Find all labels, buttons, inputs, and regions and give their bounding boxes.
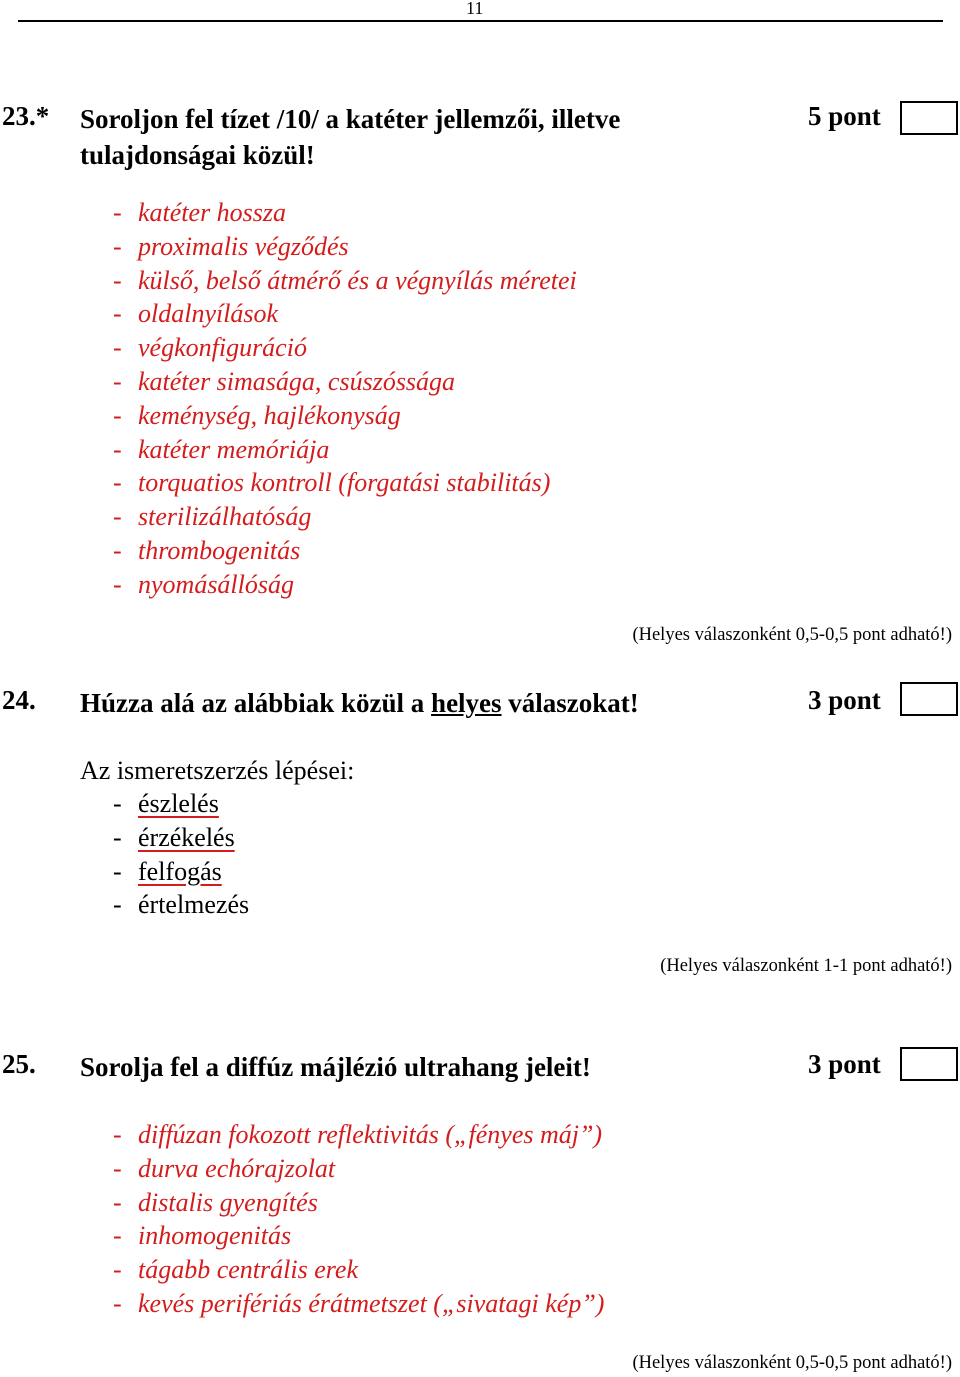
option-label[interactable]: érzékelés [138,822,235,852]
question-24-lead: Az ismeretszerzés lépései: [80,756,355,785]
list-item: - thrombogenitás [113,535,301,565]
list-item: - katéter simasága, csúszóssága [113,366,456,396]
question-24-scoring-note: (Helyes válaszonként 1-1 pont adható!) [660,956,952,976]
list-item: - torquatios kontroll (forgatási stabilitás) [113,468,551,498]
question-23-line2: tulajdonságai közül! [80,140,315,170]
list-item: - nyomásállóság [113,569,294,599]
question-24-option-list [113,787,249,922]
option-label[interactable]: felfogás [138,856,222,886]
list-item: - kevés perifériás érátmetszet („sivatagi kép”) [113,1288,605,1318]
list-item: - észlelés [113,789,219,818]
question-23-number: 23.* [2,101,50,131]
list-item: - értelmezés [113,890,250,920]
list-item: - katéter memóriája [113,434,330,464]
list-item: - katéter hossza [113,198,287,227]
question-25-score-box[interactable] [900,1047,958,1081]
question-25-points: 3 pont [808,1049,881,1079]
list-item: - külső, belső átmérő és a végnyílás méretei [113,265,577,295]
question-25-scoring-note: (Helyes válaszonként 0,5-0,5 pont adható!) [632,1353,952,1373]
list-item: - inhomogenitás [113,1221,292,1251]
list-item: - végkonfiguráció [113,333,307,363]
header-rule [18,20,943,22]
option-label[interactable]: értelmezés [138,890,250,920]
question-24-score-box[interactable] [900,682,958,716]
list-item: - érzékelés [113,822,235,852]
question-23-answer-list [113,196,577,602]
list-item: - distalis gyengítés [113,1187,318,1217]
list-item: - tágabb centrális erek [113,1255,358,1285]
question-23-text [80,101,620,173]
question-25-number: 25. [2,1049,36,1079]
question-23-points: 5 pont [808,101,881,131]
list-item: - durva echórajzolat [113,1153,336,1183]
question-25-answer-list [113,1118,604,1321]
list-item: - keménység, hajlékonyság [113,400,401,430]
list-item: - oldalnyílások [113,299,279,329]
question-24-number: 24. [2,685,36,715]
question-23-line1: Soroljon fel tízet /10/ a katéter jellemzői, illetve [80,104,621,134]
question-25-text: Sorolja fel a diffúz májlézió ultrahang jeleit! [80,1052,591,1082]
question-24-underlined-word: helyes [431,688,502,718]
list-item: - sterilizálhatóság [113,502,312,532]
question-23-scoring-note: (Helyes válaszonként 0,5-0,5 pont adható!) [632,625,952,645]
page-number: 11 [466,0,484,18]
list-item: - proximalis végződés [113,231,349,261]
option-label[interactable]: észlelés [138,789,219,818]
question-24-points: 3 pont [808,685,881,715]
list-item: - felfogás [113,856,222,886]
list-item: - diffúzan fokozott reflektivitás („fényes máj”) [113,1120,603,1149]
question-24-text: Húzza alá az alábbiak közül a helyes válaszokat! [80,688,639,718]
question-23-score-box[interactable] [900,101,958,135]
